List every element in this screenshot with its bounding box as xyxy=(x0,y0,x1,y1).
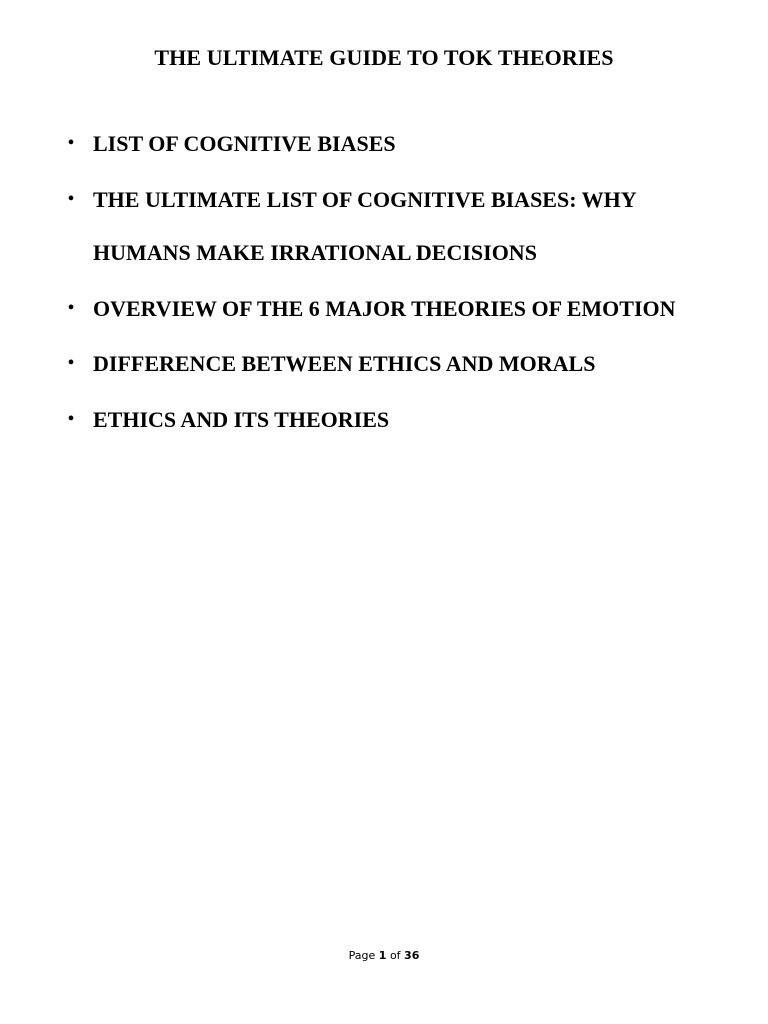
page-word: Page xyxy=(348,949,376,962)
total-pages-number: 36 xyxy=(404,949,420,962)
page-footer xyxy=(0,948,768,964)
topic-list xyxy=(65,117,725,448)
list-item-label: LIST OF COGNITIVE BIASES xyxy=(93,131,396,156)
list-item-cognitive-biases xyxy=(65,117,725,171)
list-item-label: OVERVIEW OF THE 6 MAJOR THEORIES OF EMOTION xyxy=(93,295,676,321)
list-item-theories-of-emotion xyxy=(65,282,725,336)
list-item-ethics-vs-morals xyxy=(65,337,725,391)
bullet-icon: • xyxy=(67,407,75,430)
bullet-icon: • xyxy=(67,187,75,210)
document-title: THE ULTIMATE GUIDE TO TOK THEORIES xyxy=(154,45,614,70)
current-page-number: 1 xyxy=(378,949,387,962)
list-item-label: THE ULTIMATE LIST OF COGNITIVE BIASES: WHY HUMANS MAKE IRRATIONAL DECISIONS xyxy=(93,186,636,265)
bullet-icon: • xyxy=(67,352,75,374)
list-item-ethics-theories xyxy=(65,393,725,447)
list-item-label: ETHICS AND ITS THEORIES xyxy=(93,406,390,432)
list-item-ultimate-cognitive-biases xyxy=(65,173,725,280)
list-item-label: DIFFERENCE BETWEEN ETHICS AND MORALS xyxy=(93,351,596,376)
bullet-icon: • xyxy=(67,132,75,154)
bullet-icon: • xyxy=(67,296,75,319)
of-word: of xyxy=(389,949,401,962)
